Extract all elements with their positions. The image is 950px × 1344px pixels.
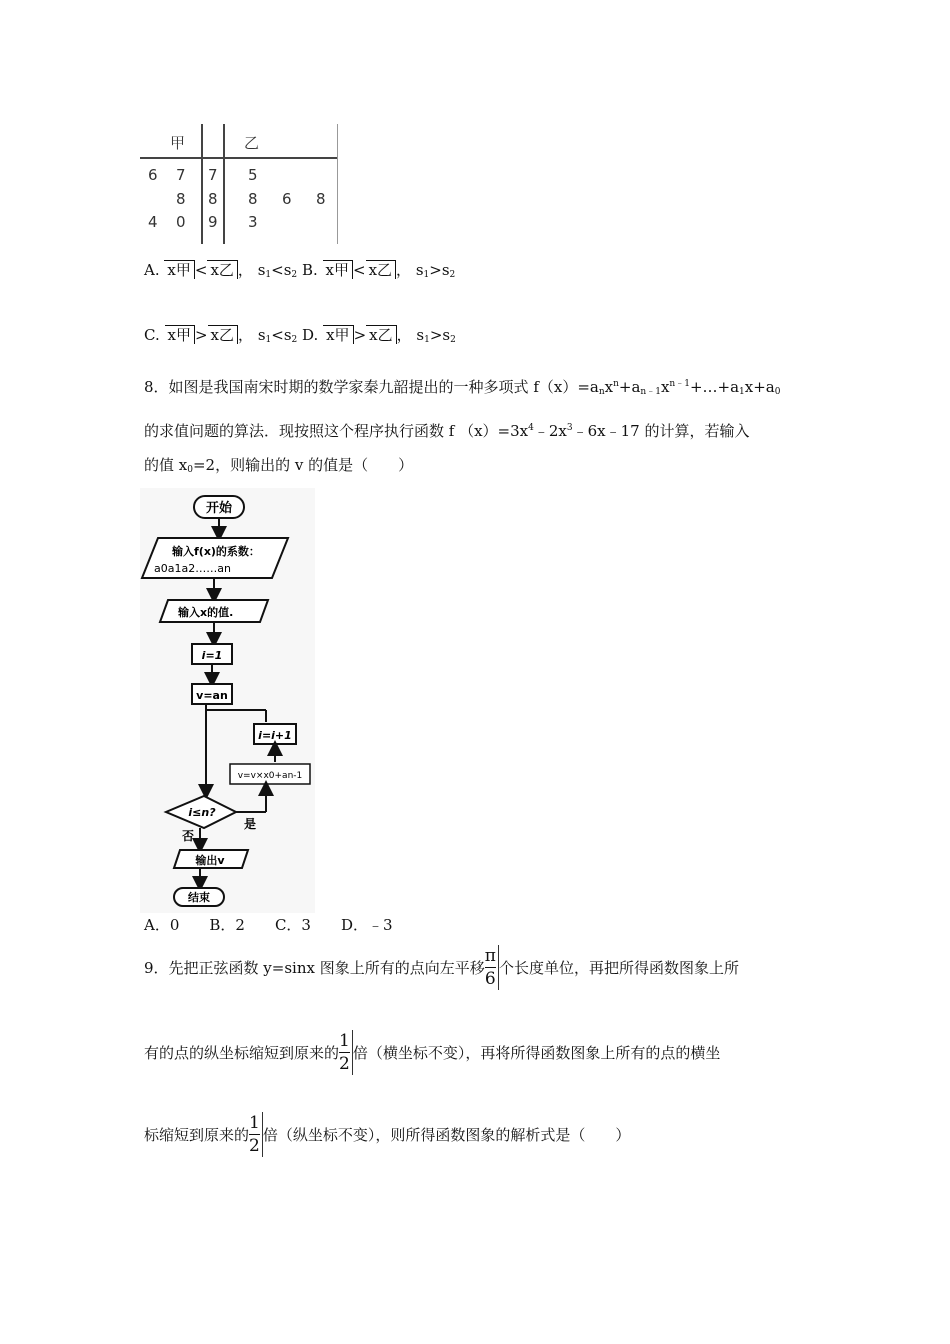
comma: ，: [237, 261, 253, 279]
i-inc-label: i=i+1: [258, 729, 292, 742]
leaf-left: 7: [176, 166, 186, 184]
q8-text: x+a: [744, 378, 775, 396]
stem-leaf-plot: [140, 124, 340, 244]
stem-value: 7: [208, 166, 218, 184]
numerator: 1: [339, 1031, 350, 1051]
q8-line2: [144, 418, 749, 441]
s2: s: [441, 261, 450, 279]
s1-sub: 1: [423, 270, 430, 280]
q8-text: +a: [618, 378, 641, 396]
subscript: 1: [739, 387, 745, 397]
s2-sub: 2: [450, 335, 456, 345]
subscript: n: [598, 387, 605, 397]
s2-sub: 2: [449, 270, 456, 280]
condition-label: i≤n?: [188, 806, 216, 819]
q8-text: ﹣6x﹣17 的计算，若输入: [572, 422, 750, 440]
mean-yi: x乙: [207, 260, 237, 279]
q9-text: 9．先把正弦函数 y=sinx 图象上所有的点向左平移: [144, 958, 485, 977]
denominator: 2: [249, 1136, 260, 1156]
s2: s: [283, 326, 292, 344]
greater-than: >: [429, 261, 442, 279]
q7-options-cd: [144, 323, 456, 350]
s1: s: [257, 261, 266, 279]
q8-options: A．0 B．2 C．3 D．﹣3: [144, 916, 393, 934]
numerator: π: [484, 946, 496, 966]
no-label: 否: [182, 829, 195, 843]
s1-sub: 1: [424, 335, 430, 345]
stem-value: 8: [208, 190, 218, 208]
superscript: 3: [566, 423, 573, 433]
s1: s: [257, 326, 266, 344]
output-label: 输出v: [195, 854, 225, 867]
end-label: 结束: [188, 891, 210, 904]
input-x-label: 输入x的值.: [178, 606, 234, 619]
numerator: 1: [249, 1113, 260, 1133]
q9-line2: [144, 1030, 720, 1075]
s2: s: [283, 261, 292, 279]
q8-text: +…+a: [689, 378, 740, 396]
input-coeff-values: a0a1a2……an: [154, 562, 231, 575]
q9-text: 倍（纵坐标不变），则所得函数图象的解析式是（ ）: [262, 1125, 631, 1144]
option-b-label: B.: [301, 261, 318, 279]
q8-text: ﹣2x: [533, 422, 567, 440]
less-than: <: [271, 261, 284, 279]
right-stem-line: [223, 124, 225, 244]
s1-sub: 1: [265, 335, 272, 345]
subscript: 0: [774, 387, 781, 397]
flowchart: [140, 488, 315, 913]
fraction-one-half: [249, 1112, 263, 1157]
s2-sub: 2: [291, 335, 298, 345]
superscript: n﹣1: [669, 379, 690, 389]
subscript: n﹣1: [640, 387, 661, 397]
q8-text: 的值 x: [144, 456, 188, 474]
leaf-left: 0: [176, 213, 186, 231]
q8-line1: [144, 374, 781, 402]
greater-than: >: [353, 326, 367, 344]
q8-text: 8．如图是我国南宋时期的数学家秦九韶提出的一种多项式 f（x）=a: [144, 378, 599, 396]
subscript: 0: [187, 465, 193, 475]
greater-than: >: [194, 326, 208, 344]
q8-text: =2，则输出的 v 的值是（ ）: [192, 456, 414, 474]
leaf-right: 8: [248, 190, 258, 208]
mean-jia: x甲: [323, 260, 353, 279]
q9-line3: [144, 1112, 630, 1157]
input-coeff-label: 输入f(x)的系数：: [172, 545, 260, 558]
header-divider-line: [140, 157, 338, 159]
mean-jia: x甲: [165, 325, 195, 344]
less-than: <: [194, 261, 208, 279]
greater-than: >: [429, 326, 443, 344]
denominator: 2: [339, 1054, 350, 1074]
stem-value: 9: [208, 213, 218, 231]
option-a-label: A.: [144, 261, 160, 279]
q9-text: 有的点的纵坐标缩短到原来的: [144, 1043, 340, 1062]
leaf-right: 8: [316, 190, 326, 208]
q9-text: 标缩短到原来的: [144, 1125, 250, 1144]
start-label: 开始: [205, 501, 233, 516]
q8-line3: [144, 455, 413, 480]
fraction-pi-over-6: [485, 945, 499, 990]
mean-jia: x甲: [164, 260, 194, 279]
less-than: <: [352, 261, 366, 279]
q8-text: 的求值问题的算法．现按照这个程序执行函数 f （x）=3x: [144, 422, 529, 440]
v-update-label: v=v×x0+an-1: [237, 771, 303, 781]
leaf-right: 5: [248, 166, 258, 184]
comma: ，: [396, 326, 412, 344]
leaf-right: 3: [248, 213, 258, 231]
right-border-line: [337, 124, 338, 244]
s2: s: [442, 326, 451, 344]
header-jia: 甲: [170, 134, 186, 152]
superscript: n: [613, 379, 619, 389]
i-init-label: i=1: [201, 649, 223, 662]
leaf-left: 6: [148, 166, 158, 184]
s1: s: [416, 326, 425, 344]
superscript: 4: [528, 423, 534, 433]
mean-yi: x乙: [366, 260, 396, 279]
q8-text: x: [604, 378, 614, 396]
mean-yi: x乙: [366, 325, 396, 344]
s1-sub: 1: [265, 270, 272, 280]
q9-text: 倍（横坐标不变），再将所得函数图象上所有的点的横坐: [352, 1043, 721, 1062]
s2-sub: 2: [291, 270, 298, 280]
leaf-right: 6: [282, 190, 292, 208]
less-than: <: [271, 326, 284, 344]
leaf-left: 4: [148, 213, 158, 231]
yes-label: 是: [244, 817, 257, 831]
header-yi: 乙: [244, 134, 260, 152]
q9-line1: [144, 945, 739, 990]
leaf-left: 8: [176, 190, 186, 208]
denominator: 6: [484, 969, 496, 989]
mean-yi: x乙: [208, 325, 238, 344]
q9-text: 个长度单位，再把所得函数图象上所: [498, 958, 739, 977]
option-d-label: D.: [302, 326, 319, 344]
mean-jia: x甲: [323, 325, 353, 344]
q8-text: x: [660, 378, 670, 396]
left-stem-line: [201, 124, 203, 244]
v-init-label: v=an: [196, 689, 228, 702]
comma: ，: [238, 326, 254, 344]
s1: s: [415, 261, 424, 279]
fraction-one-half: [339, 1030, 353, 1075]
option-c-label: C.: [144, 326, 160, 344]
comma: ，: [396, 261, 412, 279]
q7-options-ab: [144, 258, 455, 285]
